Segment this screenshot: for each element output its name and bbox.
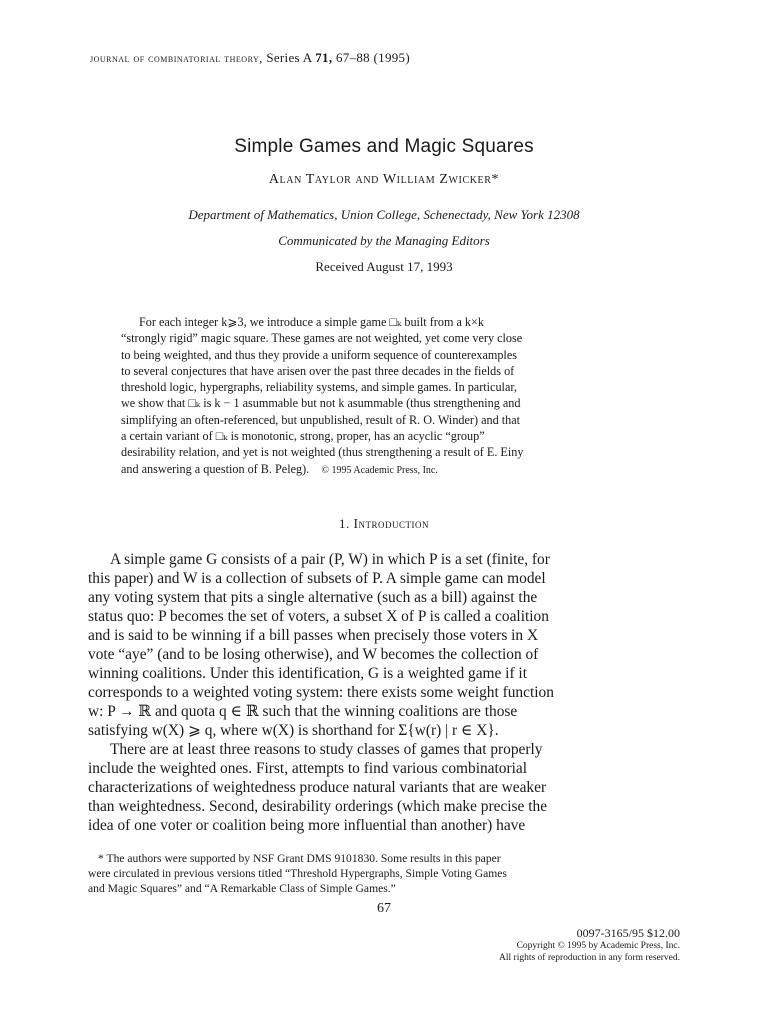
body-line: A simple game G consists of a pair (P, W) in which P is a set (finite, for [110,551,550,568]
body-line: idea of one voter or coalition being more influential than another) have [88,817,526,834]
body-text [88,550,684,835]
abstract-line: desirability relation, and yet is not weighted (thus strengthening a result of E. Einy [121,445,524,460]
communicated-by: Communicated by the Managing Editors [278,233,490,248]
body-line: characterizations of weightedness produce natural variants that are weaker [88,779,547,796]
abstract-line: For each integer k⩾3, we introduce a simple game □ₖ built from a k×k [139,315,484,329]
footnote-line: * The authors were supported by NSF Grant DMS 9101830. Some results in this paper [98,852,501,865]
section-number: 1. [339,516,350,531]
abstract-line: to being weighted, and thus they provide a uniform sequence of counterexamples [121,347,517,362]
rights-line: All rights of reproduction in any form reserved. [499,952,680,963]
author-affiliation: Department of Mathematics, Union College, Schenectady, New York 12308 [188,207,580,222]
journal-pages-year: 67–88 (1995) [335,50,410,65]
copyright-line: Copyright © 1995 by Academic Press, Inc. [516,941,680,951]
body-line: than weightedness. Second, desirability orderings (which make precise the [88,798,548,815]
abstract-line: we show that □ₖ is k − 1 asummable but not k asummable (thus strengthening and [121,396,521,411]
footnote-line: were circulated in previous versions titled “Threshold Hypergraphs, Simple Voting Games [88,867,507,880]
body-line: There are at least three reasons to study classes of games that properly [110,741,543,758]
article-price-code: 0097-3165/95 $12.00 [576,926,680,940]
journal-series: Series A [266,50,312,65]
page-number: 67 [377,901,391,916]
body-line: winning coalitions. Under this identification, G is a weighted game if it [88,665,527,682]
copyright-notice [499,941,680,964]
body-line: include the weighted ones. First, attempts to find various combinatorial [88,760,527,777]
abstract-line: a certain variant of □ₖ is monotonic, strong, proper, has an acyclic “group” [121,429,485,444]
abstract-line: threshold logic, hypergraphs, reliability systems, and simple games. In particular, [121,380,517,395]
journal-name: journal of combinatorial theory, [90,51,263,65]
body-line: w: P → ℝ and quota q ∈ ℝ such that the winning coalitions are those [88,703,518,720]
abstract-line: to several conjectures that have arisen over the past three decades in the fields of [121,363,515,378]
body-line: any voting system that pits a single alternative (such as a bill) against the [88,589,538,606]
abstract-copyright: © 1995 Academic Press, Inc. [321,464,438,476]
section-heading [0,516,768,532]
abstract-last-line [121,461,653,479]
body-line: and is said to be winning if a bill passes when precisely those voters in X [88,627,539,644]
section-title: Introduction [353,516,429,531]
body-line: status quo: P becomes the set of voters, a subset X of P is called a coalition [88,608,549,625]
body-line: vote “aye” (and to be losing otherwise), and W becomes the collection of [88,646,539,663]
abstract-line: “strongly rigid” magic square. These games are not weighted, yet come very close [121,331,523,346]
footnote-line: and Magic Squares” and “A Remarkable Class of Simple Games.” [88,882,396,895]
body-line: this paper) and W is a collection of subsets of P. A simple game can model [88,570,546,587]
abstract [121,314,653,479]
paper-title: Simple Games and Magic Squares [234,136,534,157]
paper-authors: Alan Taylor and William Zwicker* [268,172,500,187]
received-date: Received August 17, 1993 [315,259,453,274]
journal-header [90,50,410,66]
journal-volume: 71, [315,50,333,65]
body-line: corresponds to a weighted voting system: there exists some weight function [88,684,554,701]
abstract-line: simplifying an often-referenced, but unpublished, result of R. O. Winder) and that [121,412,520,427]
body-line: satisfying w(X) ⩾ q, where w(X) is shorthand for Σ{w(r) | r ∈ X}. [88,722,499,739]
abstract-line: and answering a question of B. Peleg). [121,461,310,476]
footnote [88,851,684,896]
